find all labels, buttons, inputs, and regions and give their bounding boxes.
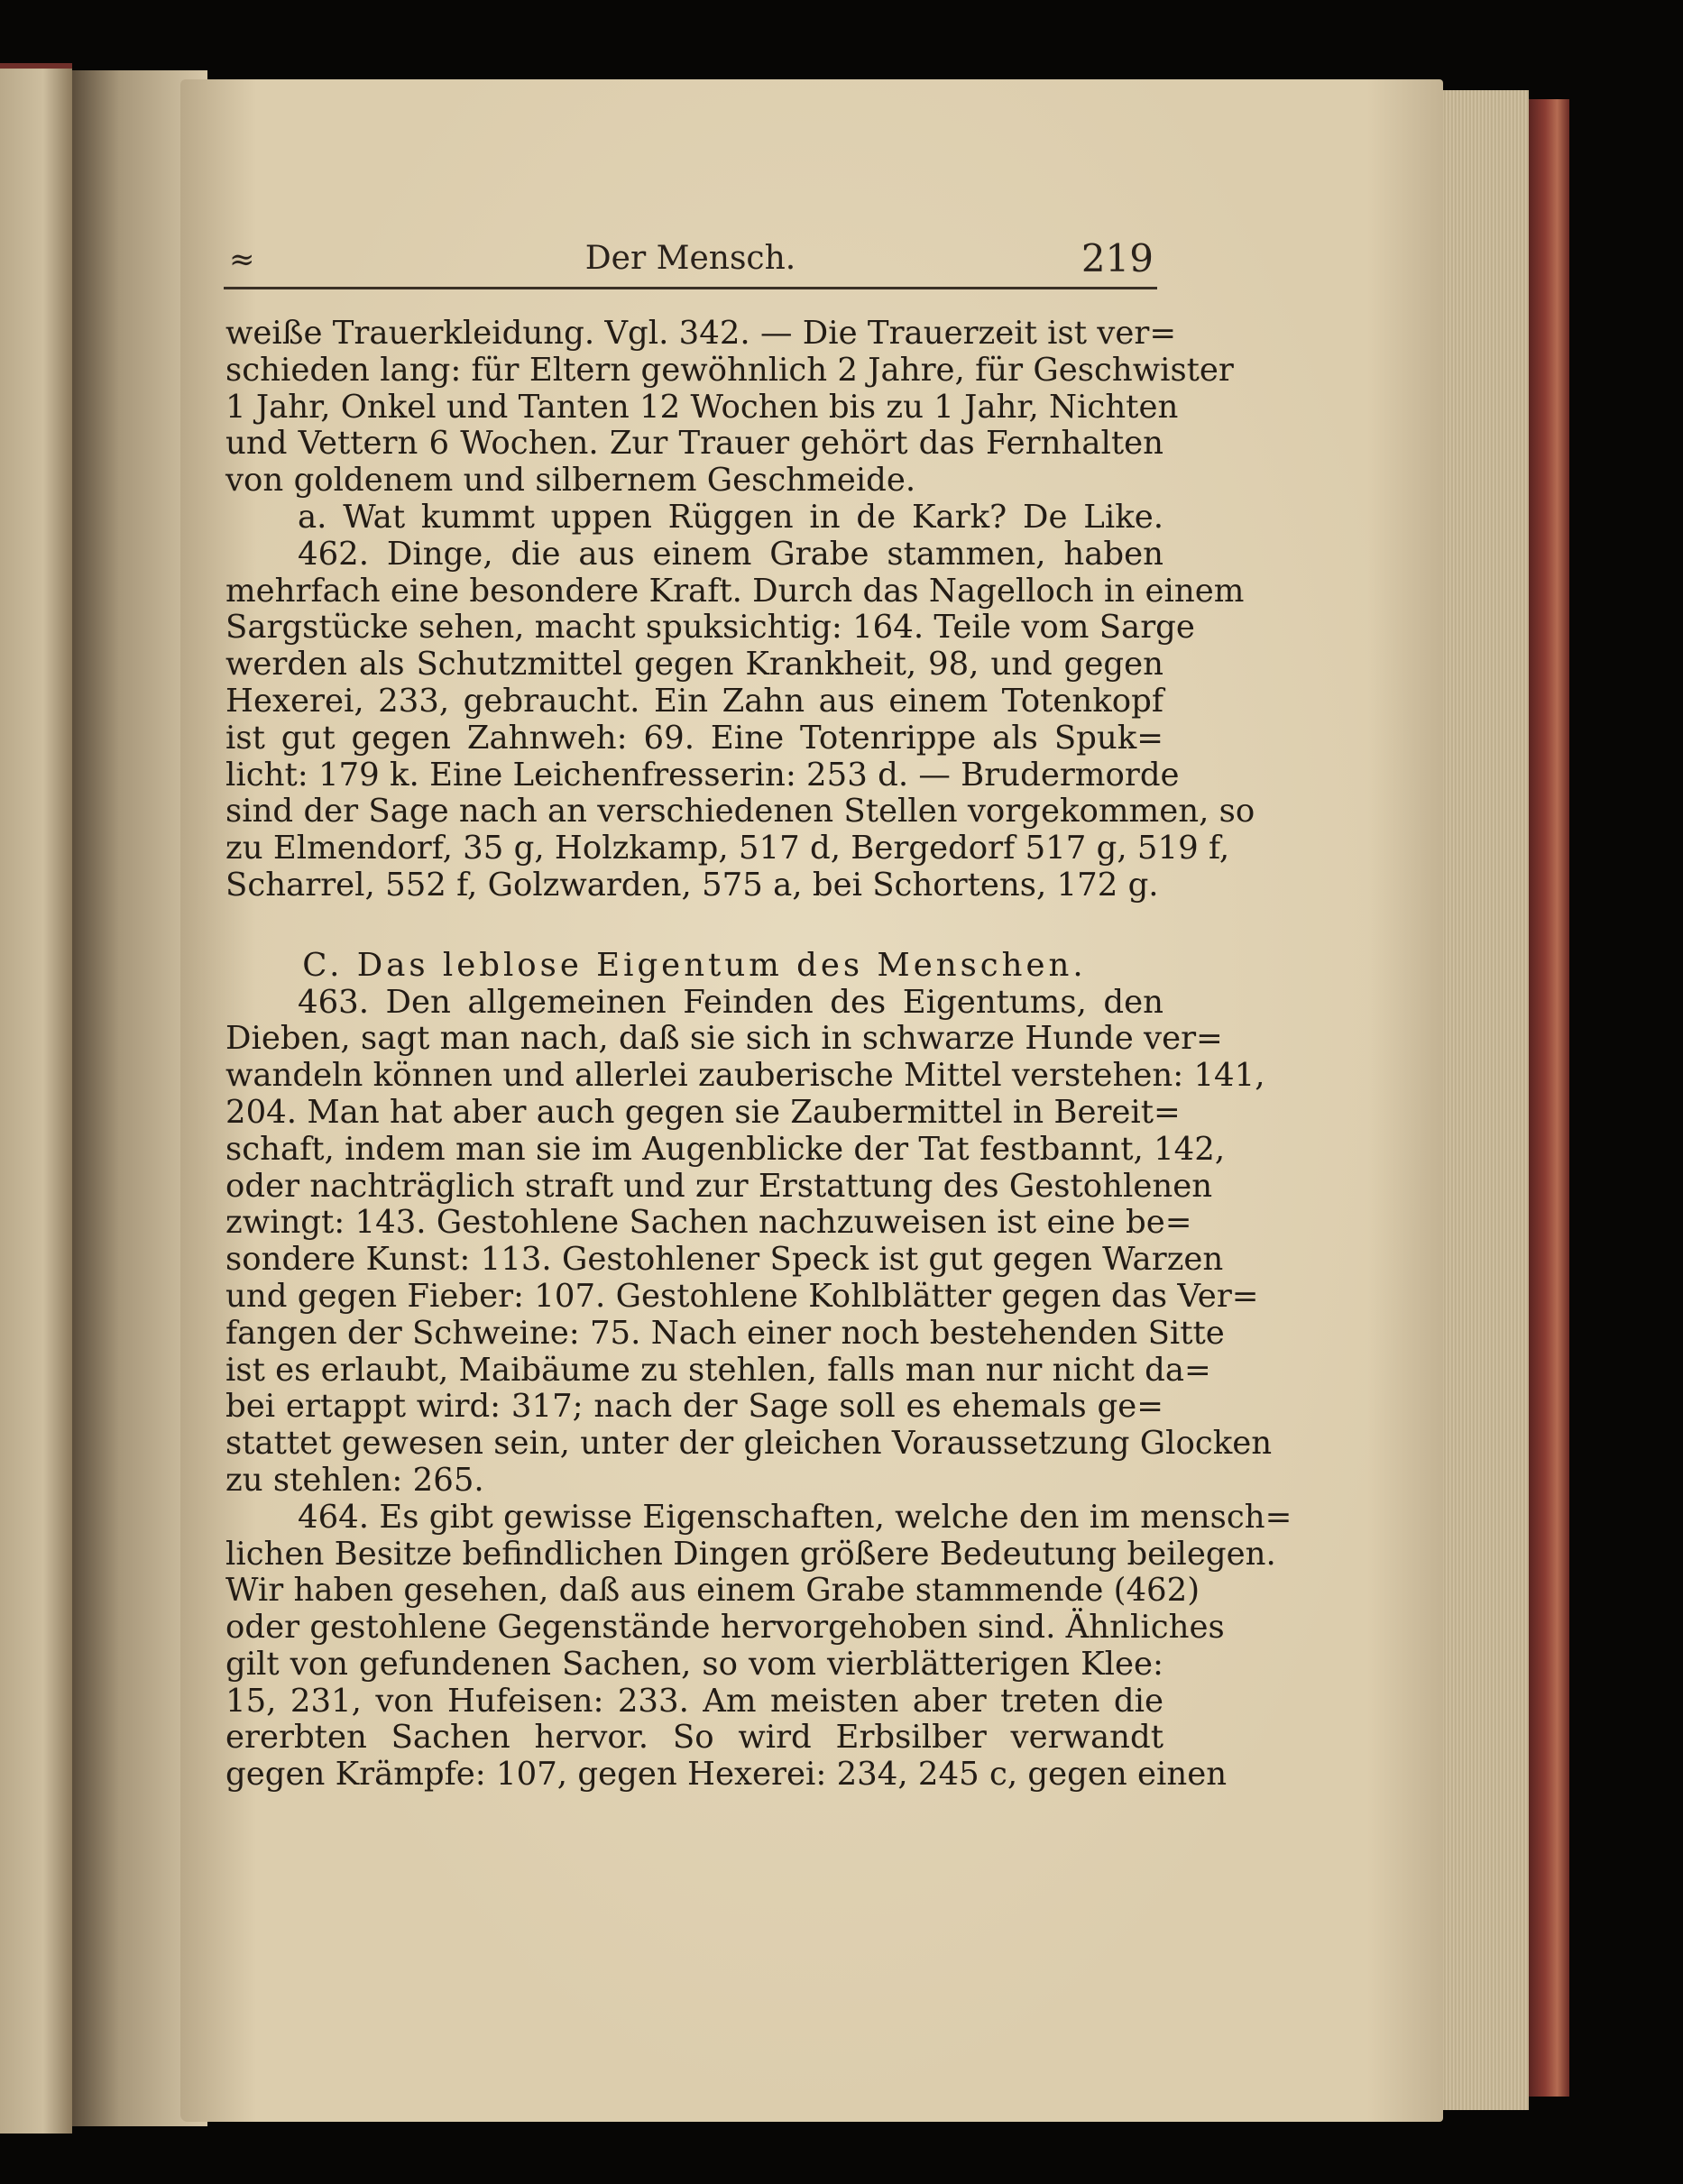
section-gap — [225, 904, 1163, 948]
text-line: gilt von gefundenen Sachen, so vom vierblätterigen Klee: — [225, 1645, 1163, 1683]
text-line: von goldenem und silbernem Geschmeide. — [225, 462, 916, 500]
text-line: 1 Jahr, Onkel und Tanten 12 Wochen bis zu 1 Jahr, Nichten — [225, 388, 1179, 426]
text-line: zu stehlen: 265. — [225, 1461, 484, 1499]
section-heading: C. Das leblose Eigentum des Menschen. — [302, 946, 1087, 984]
text-line: werden als Schutzmittel gegen Krankheit, 98, und gegen — [225, 646, 1163, 684]
running-head — [224, 224, 1157, 289]
text-line: gegen Krämpfe: 107, gegen Hexerei: 234, 245 c, gegen einen — [225, 1756, 1228, 1794]
marbled-cover-edge — [1529, 99, 1569, 2097]
text-line: zu Elmendorf, 35 g, Holzkamp, 517 d, Bergedorf 517 g, 519 f, — [225, 830, 1230, 867]
text-line: bei ertappt wird: 317; nach der Sage soll es ehemals ge= — [225, 1388, 1163, 1426]
signet-mark: ≈ — [229, 242, 255, 278]
paragraph-463 — [225, 983, 1273, 1500]
text-line: oder gestohlene Gegenstände hervorgehoben sind. Ähnliches — [225, 1609, 1225, 1647]
text-line: Scharrel, 552 f, Golzwarden, 575 a, bei Schortens, 172 g. — [225, 866, 1159, 904]
text-line: Hexerei, 233, gebraucht. Ein Zahn aus einem Totenkopf — [225, 682, 1163, 720]
text-line: Sargstücke sehen, macht spuksichtig: 164. Teile vom Sarge — [225, 609, 1195, 647]
text-line: mehrfach eine besondere Kraft. Durch das Nagelloch in einem — [225, 572, 1245, 610]
text-line: stattet gewesen sein, unter der gleichen Voraussetzung Glocken — [225, 1425, 1273, 1463]
chapter-title: Der Mensch. — [584, 240, 796, 277]
paragraph-mourning — [225, 315, 1234, 500]
text-line: sind der Sage nach an verschiedenen Stellen vorgekommen, so — [225, 793, 1255, 830]
text-line: 463. Den allgemeinen Feinden des Eigentums, den — [298, 983, 1163, 1021]
text-line: schaft, indem man sie im Augenblicke der Tat festbannt, 142, — [225, 1130, 1226, 1168]
text-line: 462. Dinge, die aus einem Grabe stammen, haben — [298, 535, 1163, 573]
paragraph-464 — [225, 1498, 1292, 1794]
text-line: 464. Es gibt gewisse Eigenschaften, welche den im mensch= — [298, 1498, 1292, 1536]
text-line: 15, 231, von Hufeisen: 233. Am meisten aber treten die — [225, 1682, 1163, 1720]
text-line: licht: 179 k. Eine Leichenfresserin: 253 d. — Brudermorde — [225, 756, 1180, 794]
text-line: ererbten Sachen hervor. So wird Erbsilber verwandt — [225, 1719, 1163, 1757]
left-page-edge — [0, 63, 72, 2134]
text-line: wandeln können und allerlei zauberische Mittel verstehen: 141, — [225, 1057, 1265, 1095]
body-text — [225, 315, 1292, 1794]
text-line: oder nachträglich straft und zur Erstattung des Gestohlenen — [225, 1167, 1213, 1205]
text-line: schieden lang: für Eltern gewöhnlich 2 Jahre, für Geschwister — [225, 351, 1234, 389]
text-line: weiße Trauerkleidung. Vgl. 342. — Die Trauerzeit ist ver= — [225, 315, 1177, 352]
page-stack-edge — [1443, 90, 1529, 2110]
text-line: zwingt: 143. Gestohlene Sachen nachzuweisen ist eine be= — [225, 1204, 1192, 1242]
text-line: ist es erlaubt, Maibäume zu stehlen, falls man nur nicht da= — [225, 1351, 1211, 1389]
text-line: 204. Man hat aber auch gegen sie Zaubermittel in Bereit= — [225, 1093, 1181, 1131]
text-line: fangen der Schweine: 75. Nach einer noch bestehenden Sitte — [225, 1314, 1225, 1352]
text-line: Wir haben gesehen, daß aus einem Grabe stammende (462) — [225, 1572, 1200, 1610]
text-line: lichen Besitze befindlichen Dingen größere Bedeutung beilegen. — [225, 1535, 1276, 1573]
paragraph-462 — [225, 535, 1255, 904]
riddle-line: a. Wat kummt uppen Rüggen in de Kark? De Like. — [298, 498, 1163, 536]
text-line: und gegen Fieber: 107. Gestohlene Kohlblätter gegen das Ver= — [225, 1277, 1259, 1315]
page-number: 219 — [1081, 236, 1154, 280]
text-line: und Vettern 6 Wochen. Zur Trauer gehört das Fernhalten — [225, 425, 1163, 463]
text-line: sondere Kunst: 113. Gestohlener Speck ist gut gegen Warzen — [225, 1241, 1224, 1279]
text-line: Dieben, sagt man nach, daß sie sich in schwarze Hunde ver= — [225, 1020, 1223, 1058]
text-line: ist gut gegen Zahnweh: 69. Eine Totenrippe als Spuk= — [225, 719, 1163, 757]
